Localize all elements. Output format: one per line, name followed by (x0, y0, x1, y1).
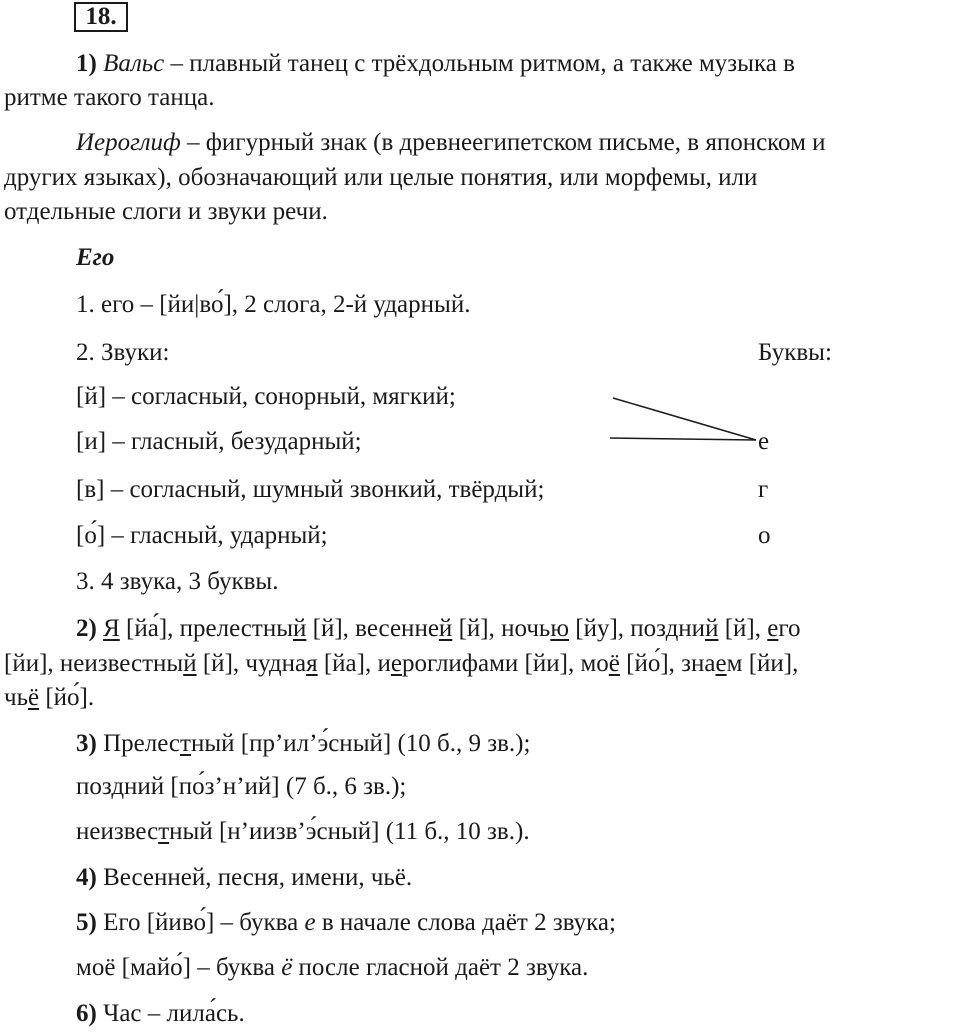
underlined-letter: й (183, 650, 197, 677)
item-number-1: 1) (76, 50, 97, 77)
sound-row-2: [и] – гласный, безударный; (76, 428, 362, 455)
item-4-text: Весенней, песня, имени, чьё. (96, 864, 413, 891)
item-5-line-1-b: в начале слова даёт 2 звука; (315, 909, 616, 936)
analysis-summary: 3. 4 звука, 3 буквы. (76, 568, 279, 595)
sound-row-1: [й] – согласный, сонорный, мягкий; (76, 383, 456, 410)
item-3-line-2 (76, 772, 406, 802)
item-5-line-2-b: после гласной даёт 2 звука. (292, 954, 589, 981)
definition-hieroglyph-line-3: отдельные слоги и звуки речи. (4, 198, 328, 225)
text-segment: роглифами [йи], мо (401, 650, 609, 677)
letter-e-italic: е (304, 909, 316, 936)
item-2-line-2 (4, 649, 798, 679)
letters-header: Буквы: (758, 339, 832, 366)
sounds-header: 2. Звуки: (76, 339, 170, 366)
definition-hieroglyph-line-2: других языках), обозначающий или целые понятия, или морфемы, или (4, 164, 758, 191)
analysis-heading: Его (76, 244, 115, 271)
underlined-letter: е (767, 615, 779, 642)
text-segment: ный [пр’ил’э́сный] (10 б., 9 зв.); (190, 730, 531, 757)
item-5-line-2 (76, 953, 588, 983)
text-segment: [йа], и (317, 650, 391, 677)
item-number-2: 2) (76, 615, 97, 642)
text-segment: [й], весенне (306, 615, 439, 642)
text-segment: чь (4, 684, 28, 711)
underlined-letter: й (293, 615, 307, 642)
text-segment: [йу], поздни (569, 615, 706, 642)
task-number: 18. (74, 2, 128, 32)
item-number-4: 4) (76, 864, 97, 891)
text-segment: ный [н’иизв’э́сный] (11 б., 10 зв.). (169, 818, 530, 845)
item-number-3: 3) (76, 730, 97, 757)
text-segment: [йо́], зна (619, 650, 716, 677)
underlined-letter: е (390, 650, 402, 677)
item-2-line-1-text (97, 615, 801, 642)
link-line-i-to-e (610, 438, 756, 440)
term-waltz: Вальс (103, 50, 165, 77)
item-5-line-1-a: Его [йиво́] – буква (96, 909, 305, 936)
item-3-line-3 (76, 817, 530, 847)
text-segment: [й], ночь (452, 615, 551, 642)
underlined-letter: ё (608, 650, 620, 677)
link-line-j-to-e (613, 398, 756, 440)
item-5-line-1 (76, 908, 616, 938)
text-segment: [йи], неизвестны (4, 650, 184, 677)
text-segment: го (778, 615, 801, 642)
underlined-letter: ё (27, 684, 40, 711)
definition-waltz-text: – плавный танец с трёхдольным ритмом, а также музыка в (164, 50, 795, 77)
text-segment: [й], чудна (196, 650, 307, 677)
underlined-letter: й (438, 615, 453, 642)
item-2-line-1 (76, 614, 800, 644)
text-segment: Прелес (96, 730, 181, 757)
underlined-letter: Я (103, 615, 120, 642)
letter-row-2: г (758, 476, 769, 503)
sound-row-4: [о́] – гласный, ударный; (76, 522, 328, 549)
underlined-letter: е (715, 650, 727, 677)
item-6 (76, 999, 245, 1029)
text-segment: [йа́], прелестны (119, 615, 294, 642)
item-3-line-1-text (97, 730, 531, 757)
item-number-5: 5) (76, 909, 97, 936)
definition-waltz-line-2: ритме такого танца. (4, 84, 215, 111)
underlined-letter: ю (550, 615, 569, 642)
item-5-line-2-a: моё [майо́] – буква (76, 954, 282, 981)
text-segment: [й], (718, 615, 768, 642)
item-4 (76, 863, 412, 893)
item-6-text: Час – лила́сь. (96, 1000, 245, 1027)
letter-yo-italic: ё (281, 954, 293, 981)
analysis-line-syllables: 1. его – [йи|во́], 2 слога, 2-й ударный. (76, 291, 471, 318)
underlined-letter: т (158, 818, 170, 845)
text-segment: неизвес (76, 818, 159, 845)
text-segment: [йо́]. (39, 684, 95, 711)
underlined-letter: й (705, 615, 719, 642)
item-3-line-1 (76, 729, 530, 759)
text-segment: ний [по́з’н’ий] (7 б., 6 зв.); (124, 773, 407, 800)
underlined-letter: я (306, 650, 318, 677)
underlined-letter: д (111, 773, 125, 800)
item-2-line-3 (4, 683, 94, 713)
term-hieroglyph: Иероглиф (76, 129, 181, 156)
sound-row-3: [в] – согласный, шумный звонкий, твёрдый; (76, 476, 545, 503)
definition-hieroglyph-text: – фигурный знак (в древнеегипетском письме, в японском и (180, 129, 826, 156)
underlined-letter: т (180, 730, 191, 757)
letter-row-1: е (758, 428, 770, 455)
text-segment: м [йи], (726, 650, 799, 677)
letter-row-3: о (758, 522, 771, 549)
text-segment: поз (76, 773, 112, 800)
item-number-6: 6) (76, 1000, 97, 1027)
